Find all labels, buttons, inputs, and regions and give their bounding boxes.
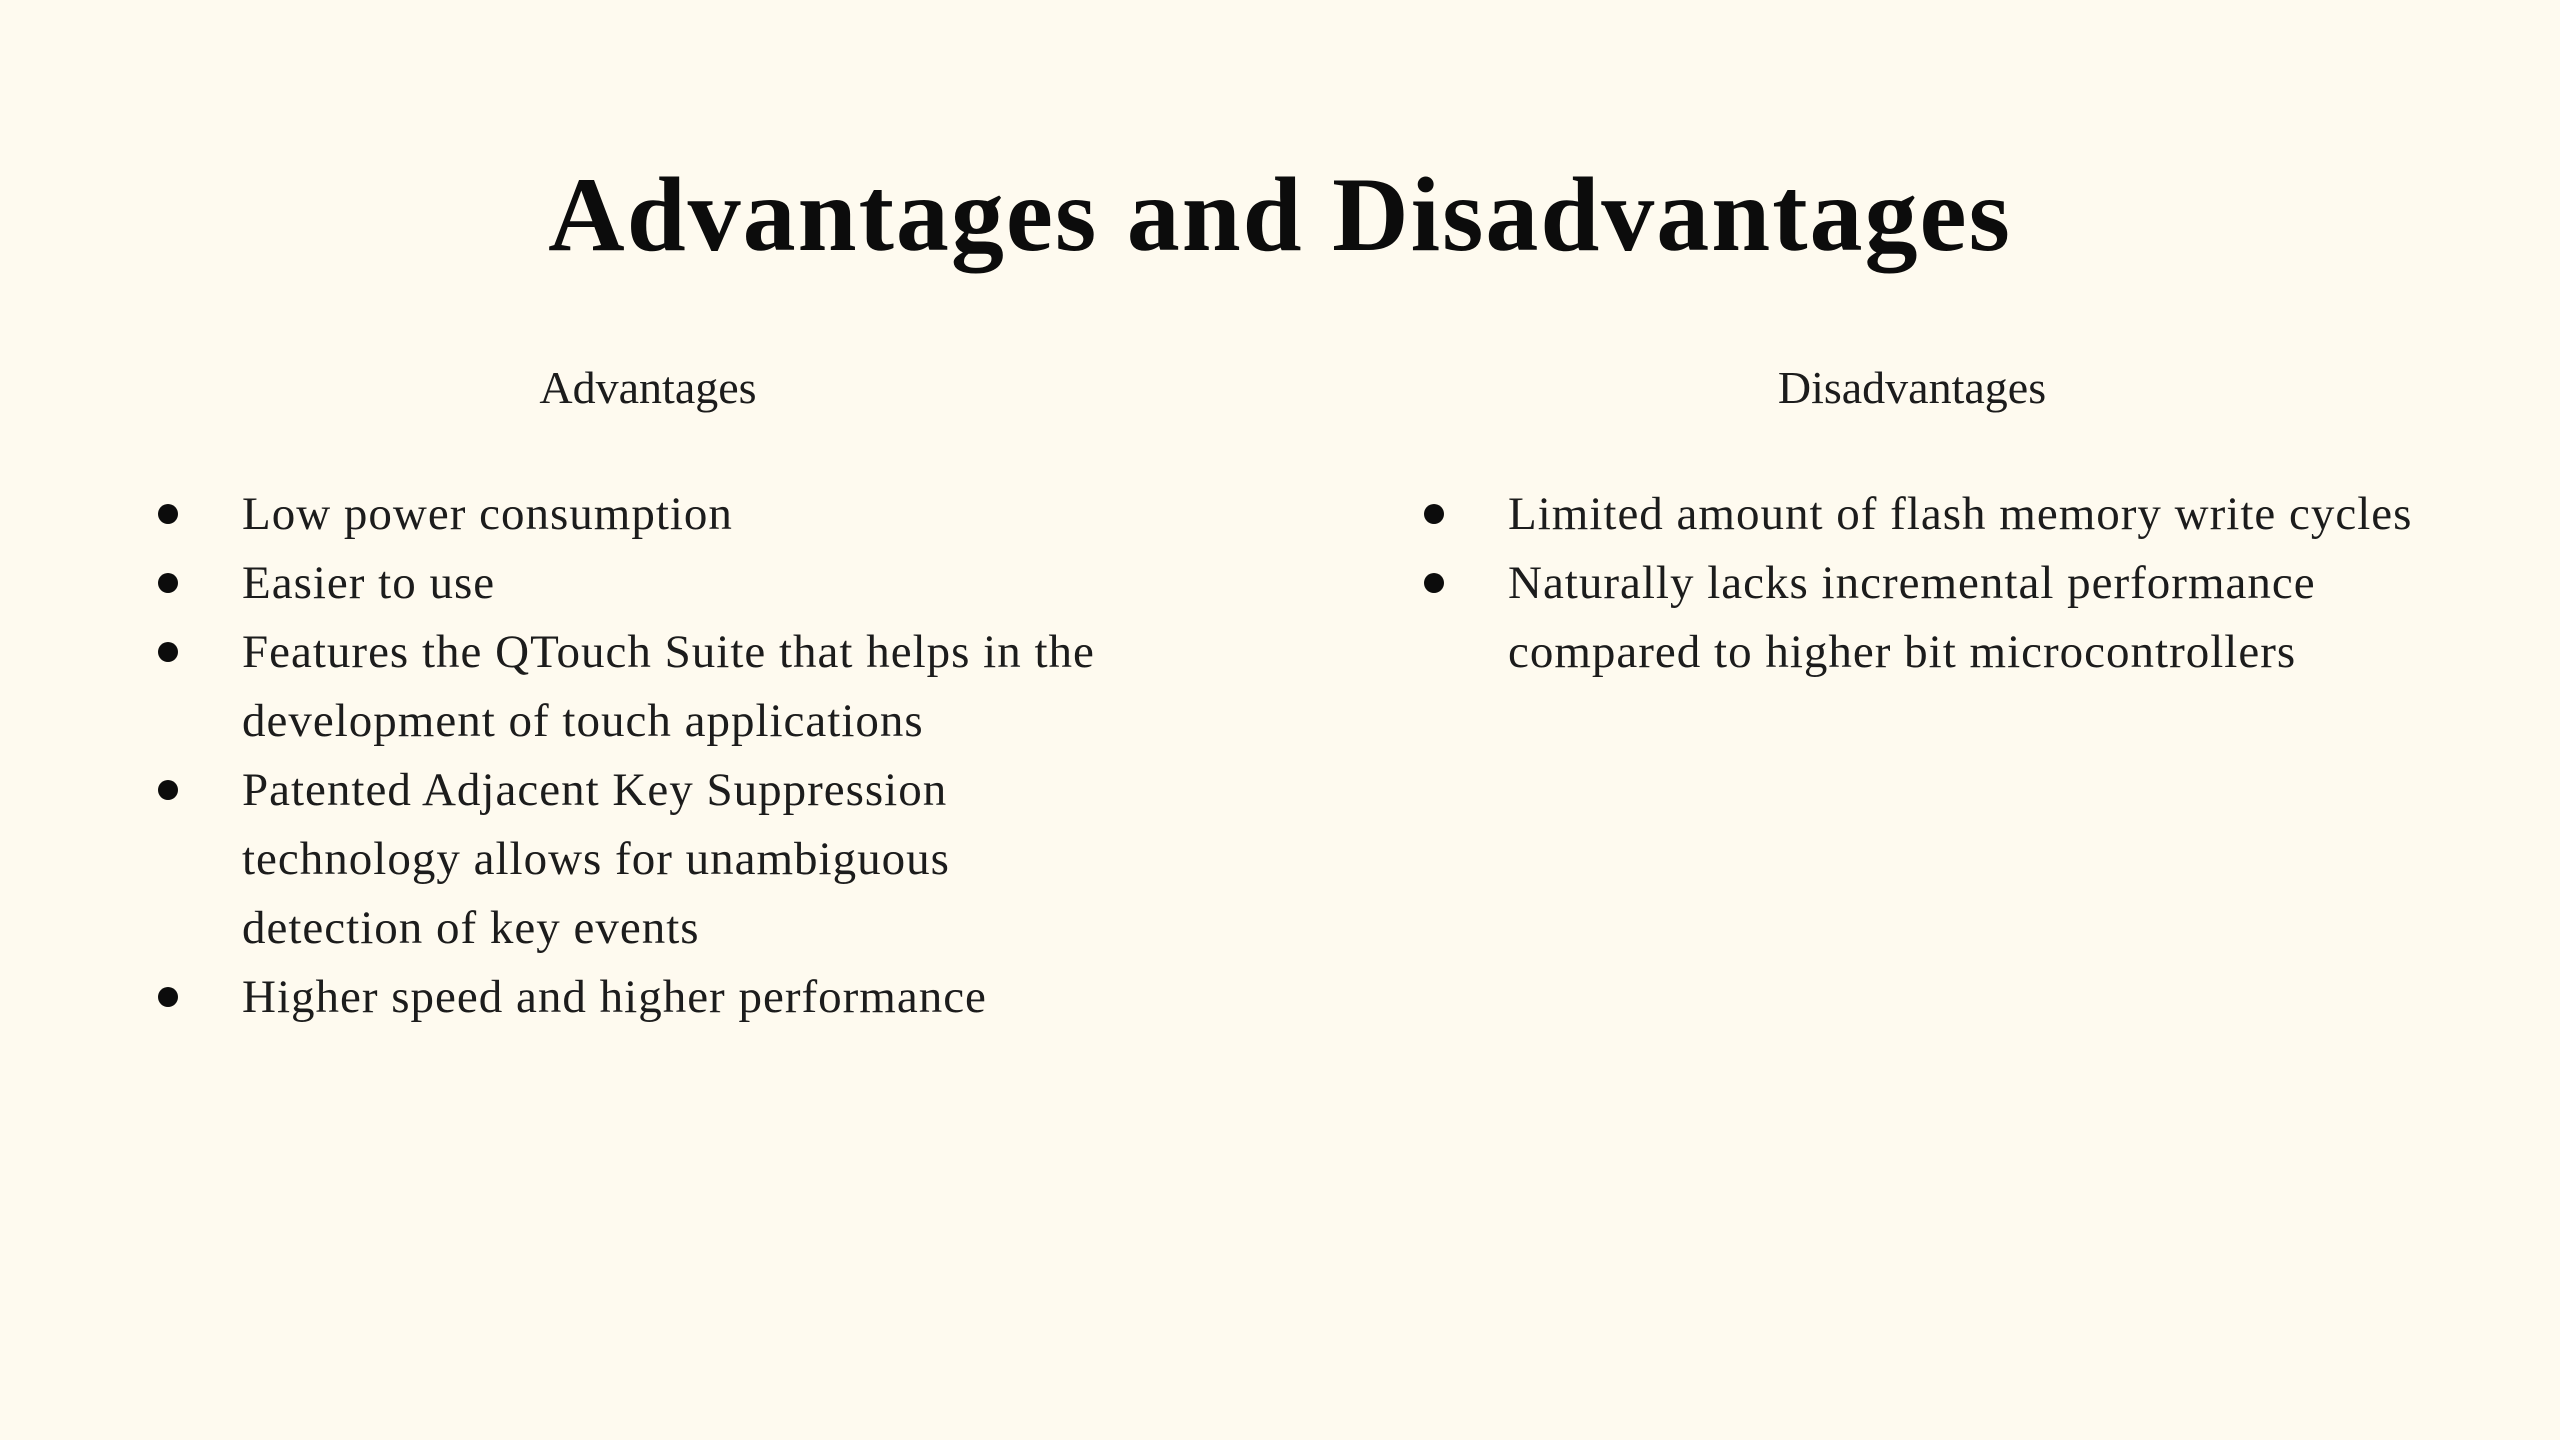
bullet-icon bbox=[158, 504, 178, 524]
advantages-item-text: Features the QTouch Suite that helps in the development of touch applications bbox=[242, 626, 1095, 747]
disadvantages-item-text: Limited amount of flash memory write cycles bbox=[1508, 488, 2413, 540]
advantages-item bbox=[150, 549, 1130, 618]
disadvantages-item bbox=[1416, 480, 2416, 549]
advantages-list bbox=[150, 480, 1130, 1032]
advantages-item-text: Patented Adjacent Key Suppression technology allows for unambiguous detection of key events bbox=[242, 764, 950, 954]
bullet-icon bbox=[158, 573, 178, 593]
disadvantages-item-text: Naturally lacks incremental performance compared to higher bit microcontrollers bbox=[1508, 557, 2316, 678]
advantages-item bbox=[150, 618, 1130, 756]
slide-title: Advantages and Disadvantages bbox=[548, 156, 2012, 273]
advantages-item bbox=[150, 756, 1130, 963]
advantages-item bbox=[150, 963, 1130, 1032]
bullet-icon bbox=[158, 780, 178, 800]
advantages-item bbox=[150, 480, 1130, 549]
advantages-item-text: Higher speed and higher performance bbox=[242, 971, 987, 1023]
advantages-item-text: Easier to use bbox=[242, 557, 496, 609]
advantages-item-text: Low power consumption bbox=[242, 488, 733, 540]
bullet-icon bbox=[158, 642, 178, 662]
bullet-icon bbox=[1424, 573, 1444, 593]
disadvantages-heading: Disadvantages bbox=[1777, 362, 2047, 413]
bullet-icon bbox=[1424, 504, 1444, 524]
advantages-heading: Advantages bbox=[539, 362, 757, 413]
disadvantages-list bbox=[1416, 480, 2416, 687]
bullet-icon bbox=[158, 987, 178, 1007]
disadvantages-item bbox=[1416, 549, 2416, 687]
